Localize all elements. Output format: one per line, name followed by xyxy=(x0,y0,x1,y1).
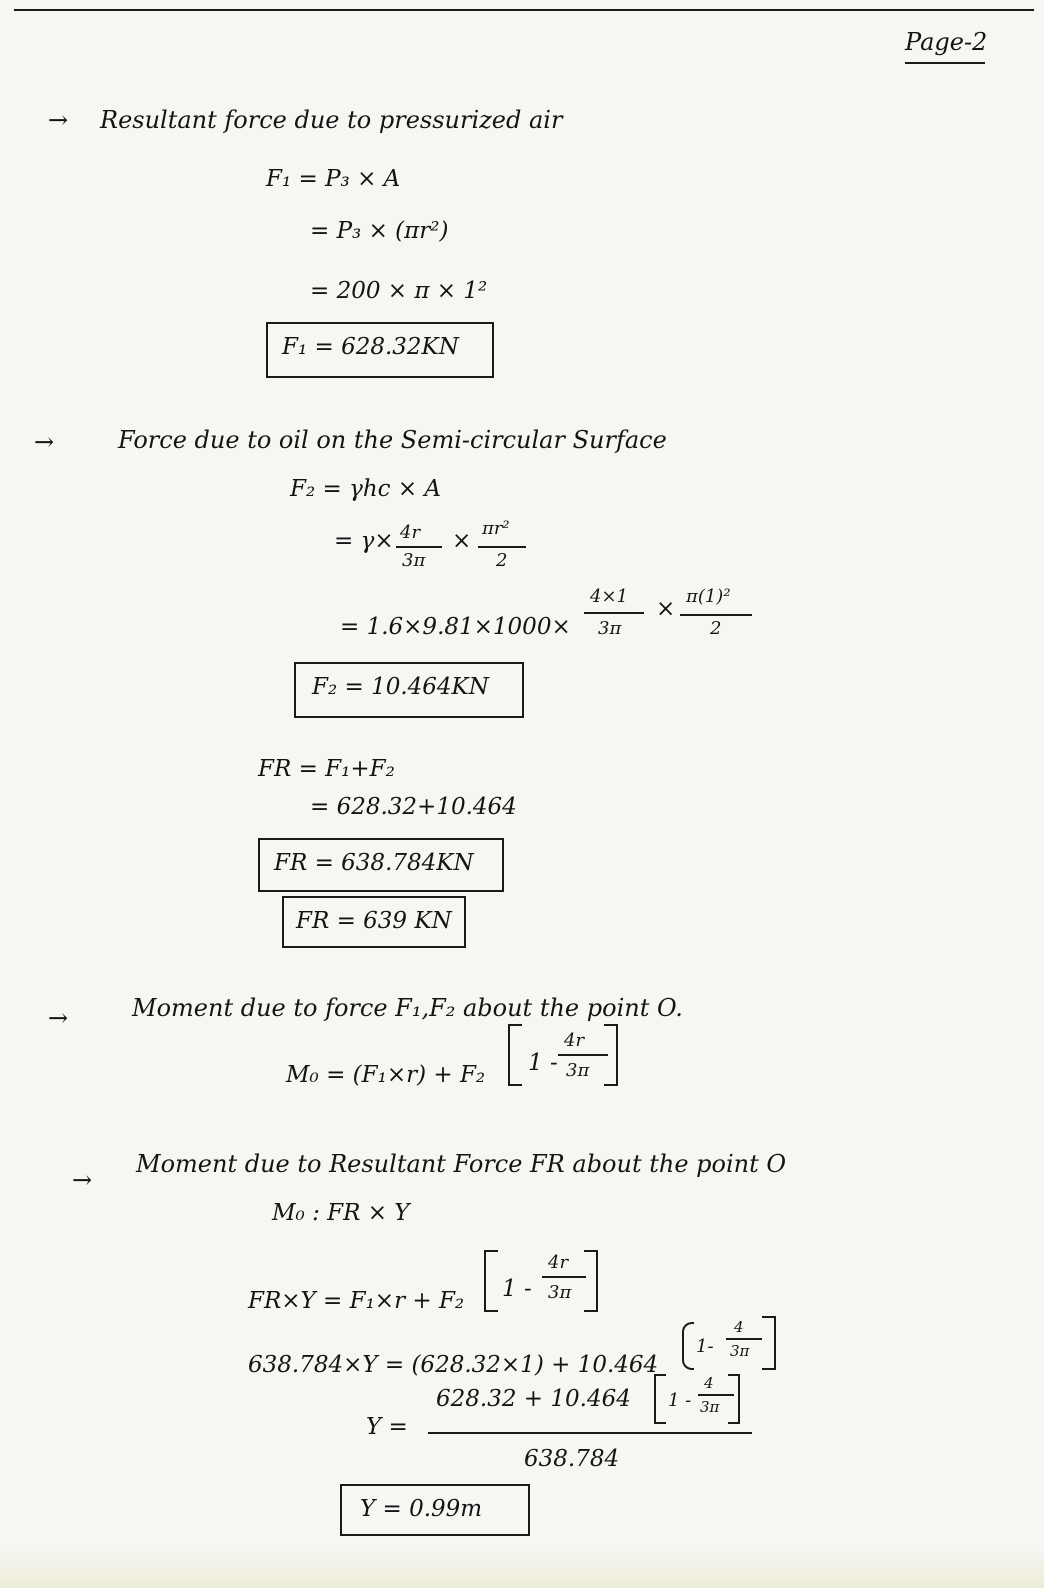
frac-den: 3π xyxy=(566,1060,590,1081)
eq-fr-line2: = 628.32+10.464 xyxy=(310,794,517,820)
eq-substitution-one: 1- xyxy=(696,1336,714,1357)
fraction-bar xyxy=(542,1276,586,1278)
frac-num: 4r xyxy=(400,522,421,543)
frac-den: 3π xyxy=(730,1342,750,1360)
heading-moment-resultant: Moment due to Resultant Force FR about the point O xyxy=(136,1150,787,1178)
bracket-right xyxy=(762,1316,776,1370)
arrow-icon: → xyxy=(48,1004,69,1032)
heading-oil-force: Force due to oil on the Semi-circular Surface xyxy=(118,426,667,454)
result-y: Y = 0.99m xyxy=(360,1496,483,1522)
eq-moment-one: 1 - xyxy=(528,1050,558,1076)
eq-moment-lhs: M₀ = (F₁×r) + F₂ xyxy=(286,1062,486,1088)
frac-num: 4 xyxy=(704,1374,714,1392)
frac-num: π(1)² xyxy=(686,586,731,607)
fraction-bar xyxy=(584,612,644,614)
result-fr: FR = 638.784KN xyxy=(274,850,474,876)
bracket-right xyxy=(728,1374,740,1424)
top-rule xyxy=(14,9,1034,11)
arrow-icon: → xyxy=(72,1166,93,1194)
paper-bottom-shade xyxy=(0,1548,1044,1588)
frac-num: πr² xyxy=(482,518,510,539)
heading-resultant-air: Resultant force due to pressurized air xyxy=(100,106,563,134)
eq-m0: M₀ : FR × Y xyxy=(272,1200,410,1226)
frac-num: 4×1 xyxy=(590,586,628,607)
arrow-icon: → xyxy=(48,106,69,134)
arrow-icon: → xyxy=(34,428,55,456)
main-fraction-bar xyxy=(428,1432,752,1434)
eq-f2-line1: F₂ = γhc × A xyxy=(290,476,442,502)
times-sign: × xyxy=(656,596,676,622)
eq-y-one: 1 - xyxy=(668,1390,692,1411)
eq-f2-line2-lhs: = γ× xyxy=(334,528,394,554)
frac-num: 4 xyxy=(734,1318,744,1336)
heading-moment-f1-f2: Moment due to force F₁,F₂ about the point O. xyxy=(132,994,683,1022)
fraction-bar xyxy=(558,1054,608,1056)
eq-y-numerator: 628.32 + 10.464 xyxy=(436,1386,631,1412)
frac-den: 2 xyxy=(496,550,508,571)
eq-substitution-lhs: 638.784×Y = (628.32×1) + 10.464 xyxy=(248,1352,659,1378)
eq-f1-line2: = P₃ × (πr²) xyxy=(310,218,449,244)
result-f2: F₂ = 10.464KN xyxy=(312,674,489,700)
result-f1: F₁ = 628.32KN xyxy=(282,334,459,360)
bracket-left xyxy=(484,1250,498,1312)
bracket-left xyxy=(508,1024,522,1086)
bracket-right xyxy=(604,1024,618,1086)
page-label: Page-2 xyxy=(905,28,988,56)
eq-f1-line3: = 200 × π × 1² xyxy=(310,278,488,304)
fraction-bar xyxy=(726,1338,762,1340)
result-fr-rounded: FR = 639 KN xyxy=(296,908,452,934)
eq-moment-balance-one: 1 - xyxy=(502,1276,532,1302)
eq-y-denominator: 638.784 xyxy=(524,1446,620,1472)
frac-den: 3π xyxy=(548,1282,572,1303)
bracket-right xyxy=(584,1250,598,1312)
fraction-bar xyxy=(396,546,442,548)
frac-num: 4r xyxy=(564,1030,585,1051)
eq-moment-balance-lhs: FR×Y = F₁×r + F₂ xyxy=(248,1288,465,1314)
frac-den: 3π xyxy=(598,618,622,639)
fraction-bar xyxy=(680,614,752,616)
paren-left xyxy=(682,1322,694,1370)
eq-f1-line1: F₁ = P₃ × A xyxy=(266,166,401,192)
frac-num: 4r xyxy=(548,1252,569,1273)
fraction-bar xyxy=(478,546,526,548)
eq-fr-line1: FR = F₁+F₂ xyxy=(258,756,395,782)
frac-den: 3π xyxy=(700,1398,720,1416)
times-sign: × xyxy=(452,528,472,554)
eq-f2-line3-lhs: = 1.6×9.81×1000× xyxy=(340,614,571,640)
bracket-left xyxy=(654,1374,666,1424)
page-label-underline xyxy=(905,62,985,64)
frac-den: 3π xyxy=(402,550,426,571)
frac-den: 2 xyxy=(710,618,722,639)
eq-y-label: Y = xyxy=(366,1414,408,1440)
